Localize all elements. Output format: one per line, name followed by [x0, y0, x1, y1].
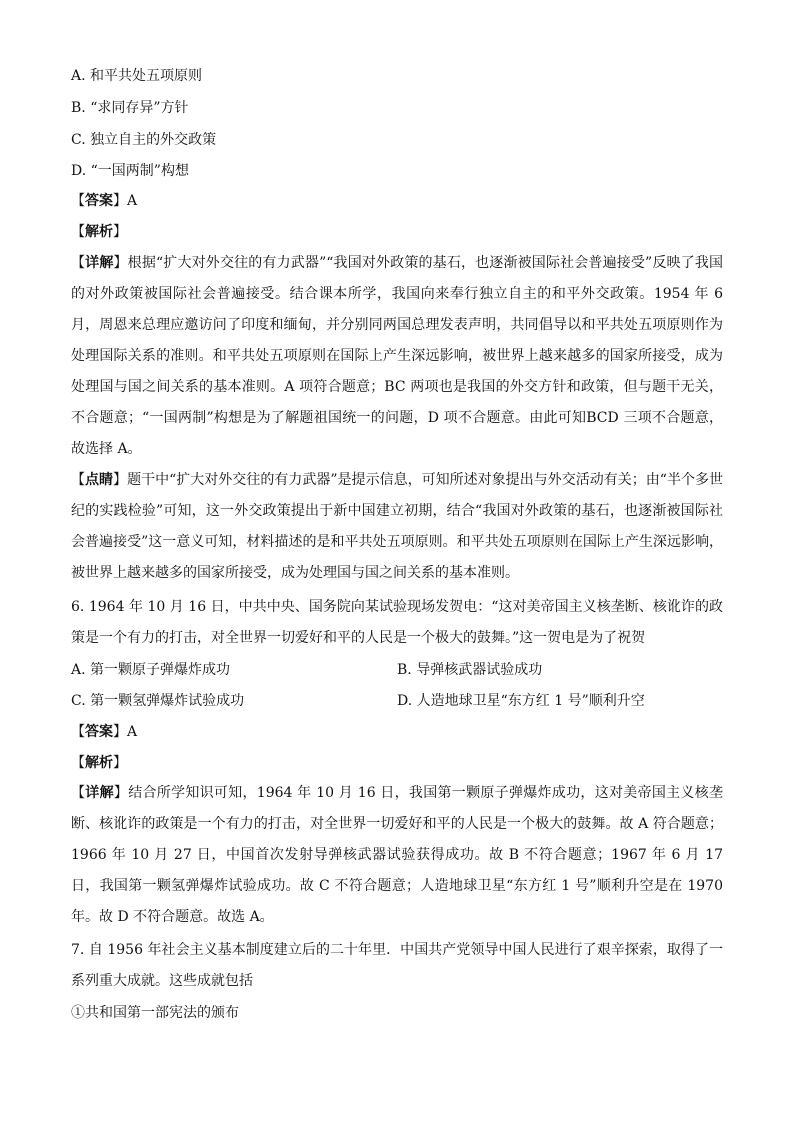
q5-answer	[71, 192, 137, 210]
comment-text: 题干中“扩大对外交往的有力武器”是提示信息，可知所述对象提出与外交活动有关；由“半个多世纪的实践检验”可知，这一外交政策提出于新中国建立初期，结合“我国对外政策的基石，也逐渐被国际社会普遍接受”这一意义可知，材料描述的是和平共处五项原则。和平共处五项原则在国际上产生深远影响，被世界上越来越多的国家所接受，成为处理国与国之间关系的基本准则。	[71, 472, 724, 581]
detail-tag: 【详解】	[71, 785, 129, 801]
q6-analysis-heading: 【解析】	[71, 755, 127, 771]
answer-tag: 【答案】	[71, 193, 127, 209]
q5-detail-paragraph	[71, 248, 723, 465]
comment-tag: 【点睛】	[71, 472, 128, 488]
answer-tag: 【答案】	[71, 724, 127, 740]
q5-option-a: A. 和平共处五项原则	[71, 68, 203, 84]
q6-option-a: A. 第一颗原子弹爆炸成功	[71, 662, 231, 678]
detail-text: 根据“扩大对外交往的有力武器”“我国对外政策的基石，也逐渐被国际社会普遍接受”反映了我国的对外政策被国际社会普遍接受。结合课本所学，我国向来奉行独立自主的和平外交政策。1954 年 6 月，周恩来总理应邀访问了印度和缅甸，并分别同两国总理发表声明，共同倡导以和平共处五项原则作为处理国际关系的准则。和平共处五项原则在国际上产生深远影响，被世界上越来越多的国家所接受，成为处理国与国之间关系的基本准则。A 项符合题意；BC 两项也是我国的外交方针和政策，但与题干无关，不合题意；“一国两制”构想是为了解题祖国统一的问题，D 项不合题意。由此可知BCD 三项不合题意，故选择 A。	[71, 255, 724, 457]
detail-tag: 【详解】	[71, 255, 128, 271]
q6-option-c: C. 第一颗氢弹爆炸试验成功	[71, 693, 245, 709]
q6-detail-paragraph	[71, 778, 723, 933]
q5-option-c: C. 独立自主的外交政策	[71, 132, 217, 148]
detail-text: 结合所学知识可知，1964 年 10 月 16 日，我国第一颗原子弹爆炸成功，这对美帝国主义核垄断、核讹诈的政策是一个有力的打击，对全世界一切爱好和平的人民是一个极大的鼓舞。故 A 符合题意；1966 年 10 月 27 日，中国首次发射导弹核武器试验获得成功。故 B 不符合题意；1967 年 6 月 17 日，我国第一颗氢弹爆炸试验成功。故 C 不符合题意；人造地球卫星“东方红 1 号”顺利升空是在 1970 年。故 D 不符合题意。故选 A。	[71, 785, 724, 925]
q6-option-d: D. 人造地球卫星“东方红 1 号”顺利升空	[397, 693, 645, 709]
q7-stem: 7. 自 1956 年社会主义基本制度建立后的二十年里．中国共产党领导中国人民进行了艰辛探索，取得了一系列重大成就。这些成就包括	[71, 942, 723, 989]
q6-option-b: B. 导弹核武器试验成功	[397, 662, 543, 678]
q5-option-d: D. “一国两制”构想	[71, 163, 189, 179]
q6-answer	[71, 723, 137, 741]
q5-comment-paragraph	[71, 465, 723, 589]
q7-item-1: ①共和国第一部宪法的颁布	[71, 1005, 239, 1021]
q6-stem: 6. 1964 年 10 月 16 日，中共中央、国务院向某试验现场发贺电：“这对美帝国主义核垄断、核讹诈的政策是一个有力的打击，对全世界一切爱好和平的人民是一个极大的鼓舞。”这一贺电是为了祝贺	[71, 599, 723, 646]
q5-option-b: B. “求同存异”方针	[71, 100, 189, 116]
answer-value: A	[127, 193, 138, 209]
answer-value: A	[127, 724, 138, 740]
q5-analysis-heading: 【解析】	[71, 224, 127, 240]
